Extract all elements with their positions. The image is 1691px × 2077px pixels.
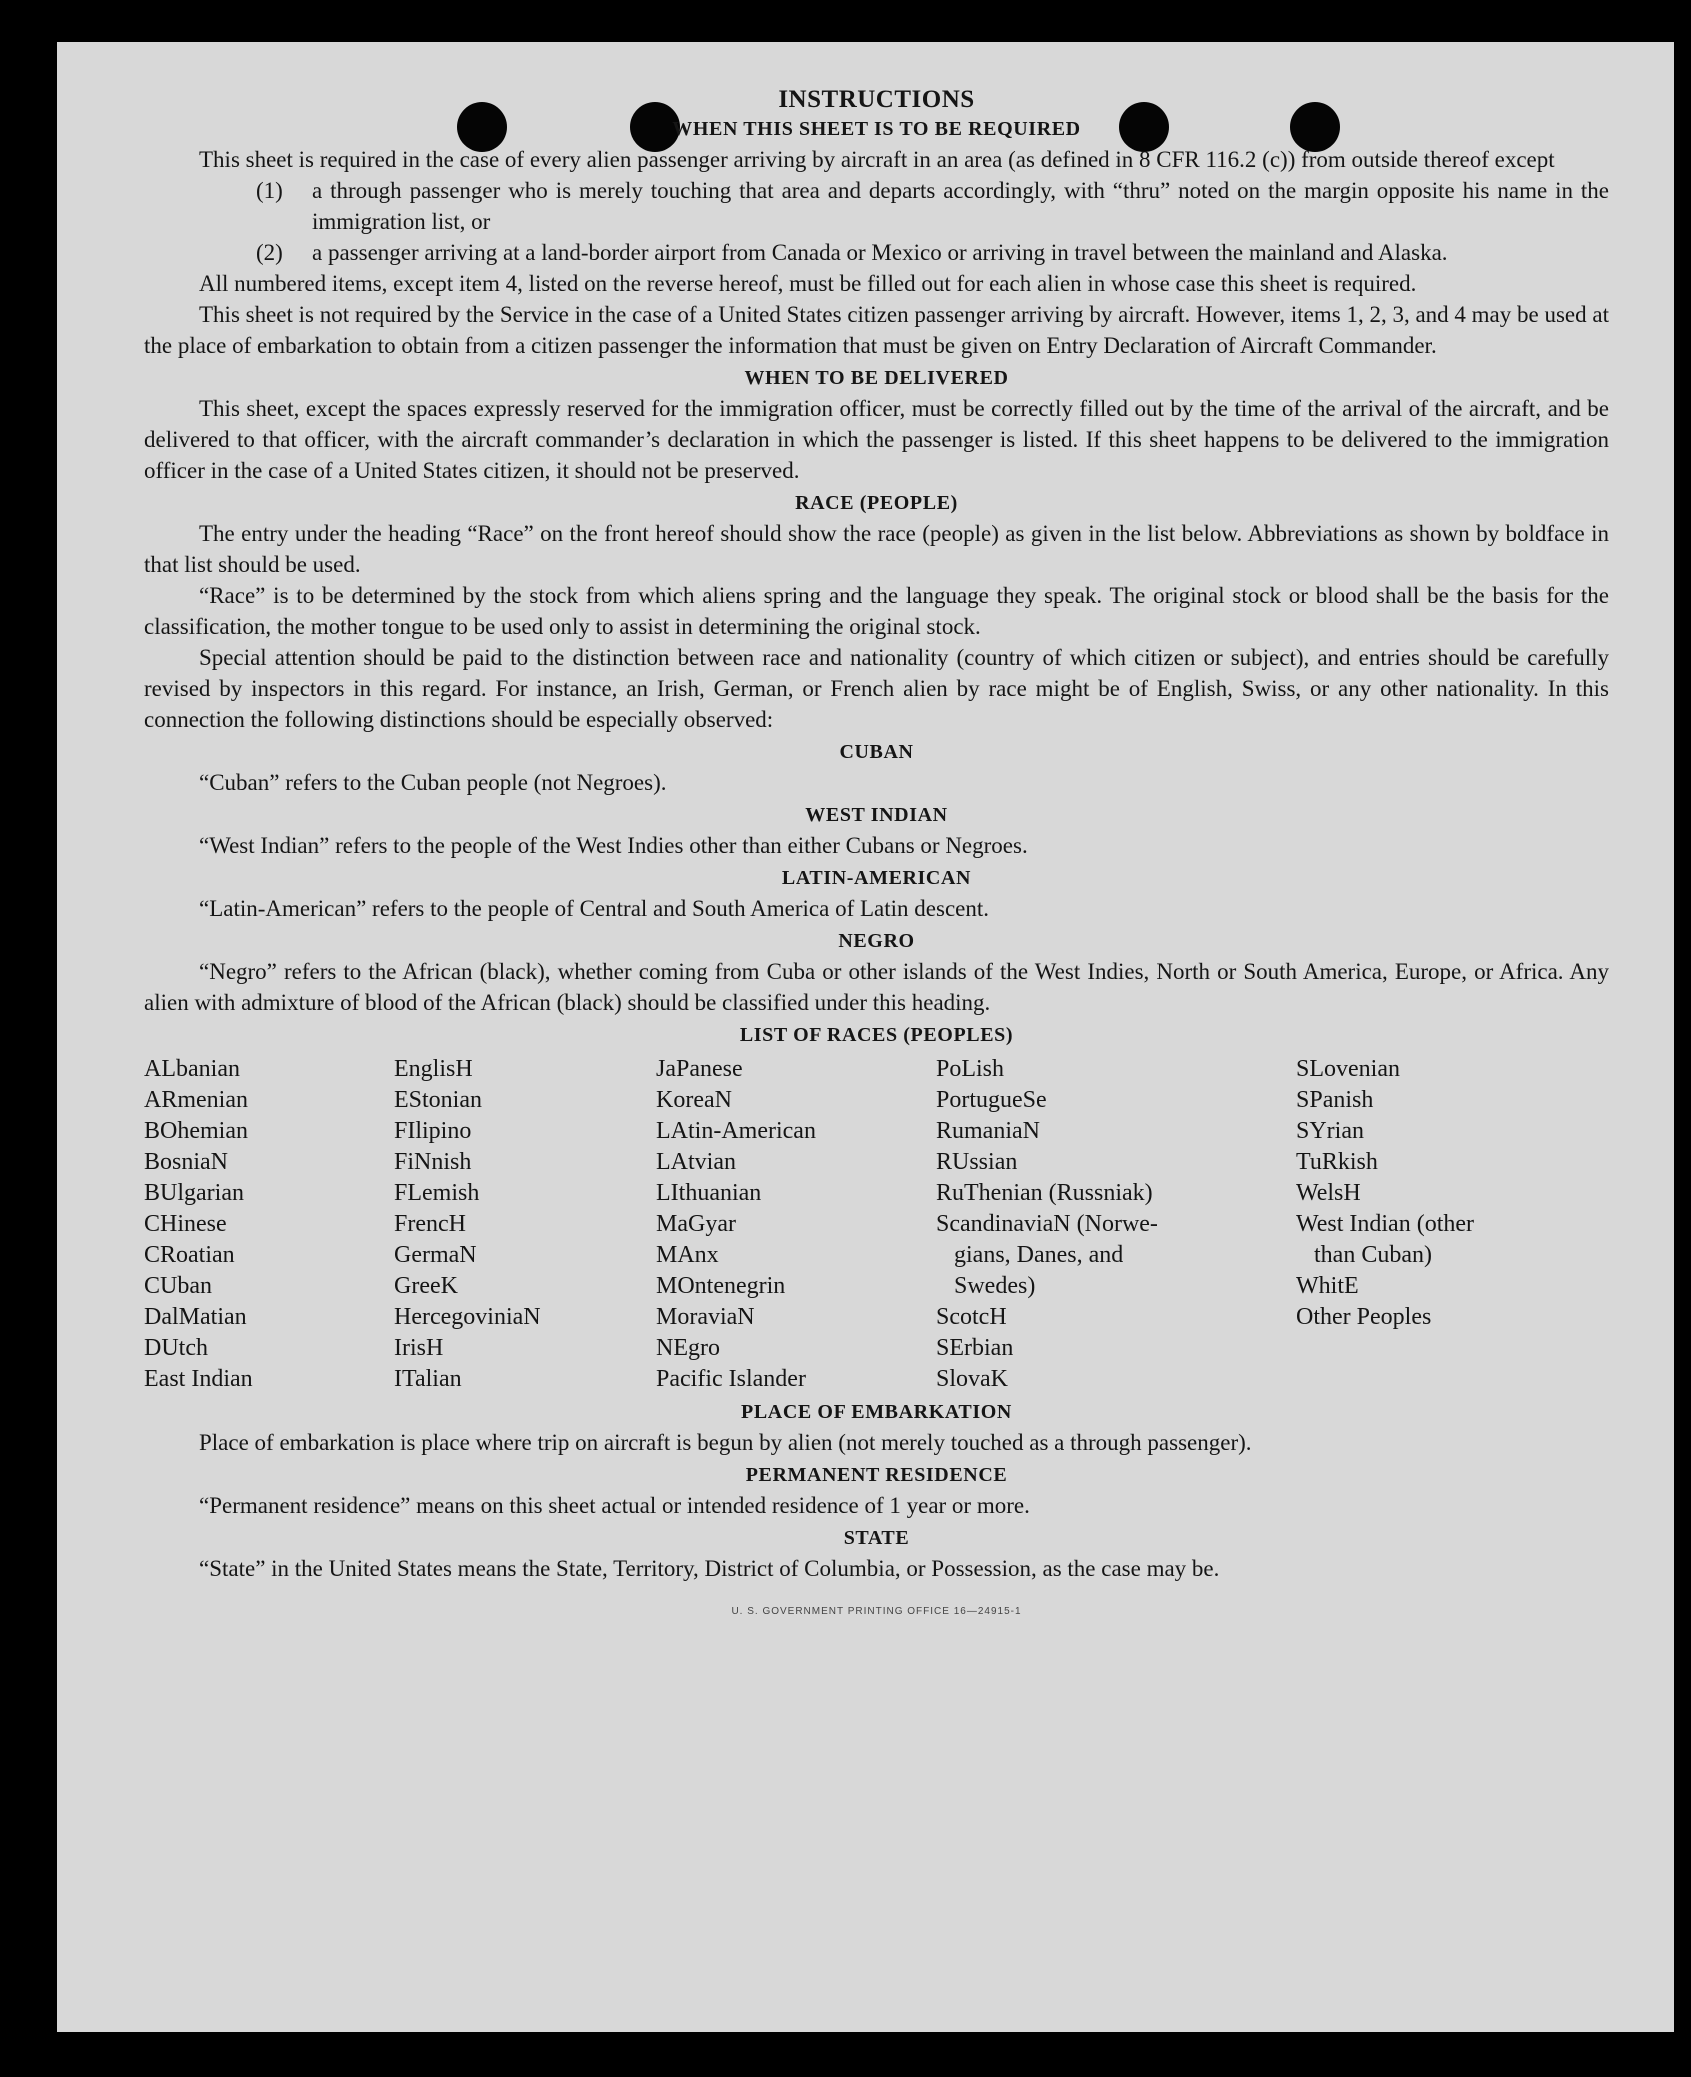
- paragraph: “Latin-American” refers to the people of Central and South America of Latin descent.: [199, 896, 989, 921]
- race-entry: NEgro: [656, 1335, 720, 1361]
- heading-negro: NEGRO: [838, 930, 915, 952]
- race-entry: FLemish: [394, 1180, 480, 1206]
- instructions-content: [144, 84, 1609, 1627]
- heading-latin-american: LATIN-AMERICAN: [781, 867, 972, 889]
- paragraph: “Permanent residence” means on this sheet actual or intended residence of 1 year or more.: [199, 1493, 1030, 1518]
- race-entry: EnglisH: [394, 1056, 473, 1082]
- paragraph: This sheet is not required by the Service in the case of a United States citizen passenger arriving by aircraft. However, items 1, 2, 3, and 4 may be used at the place of embarkation to obtain from a citizen passenger the information that must be given on Entry Declaration of Aircraft Commander.: [144, 302, 1609, 358]
- race-entry: MoraviaN: [656, 1304, 755, 1330]
- heading-permanent-residence: PERMANENT RESIDENCE: [745, 1464, 1008, 1486]
- heading-list-of-races: LIST OF RACES (PEOPLES): [739, 1024, 1014, 1046]
- race-column: [394, 1054, 656, 1395]
- race-entry: BUlgarian: [144, 1180, 244, 1206]
- race-entry: FrencH: [394, 1211, 466, 1237]
- race-entry: DalMatian: [144, 1304, 247, 1330]
- race-entry: TuRkish: [1296, 1149, 1378, 1175]
- paragraph: This sheet, except the spaces expressly reserved for the immigration officer, must be correctly filled out by the time of the arrival of the aircraft, and be delivered to that officer, with the aircraft commander’s declaration in which the passenger is listed. If this sheet happens to be delivered to the immigration officer in the case of a United States citizen, it should not be preserved.: [144, 396, 1609, 483]
- race-entry: West Indian (other: [1296, 1211, 1475, 1237]
- race-column: [1296, 1054, 1596, 1395]
- race-entry: KoreaN: [656, 1087, 732, 1113]
- race-entry: CUban: [144, 1273, 212, 1299]
- race-column: [656, 1054, 936, 1395]
- race-entry: WhitE: [1296, 1273, 1359, 1299]
- paragraph: Place of embarkation is place where trip on aircraft is begun by alien (not merely touched as a through passenger).: [199, 1430, 1252, 1455]
- paragraph: “Race” is to be determined by the stock from which aliens spring and the language they speak. The original stock or blood shall be the basis for the classification, the mother tongue to be used only to assist in determining the original stock.: [144, 583, 1609, 639]
- paragraph: This sheet is required in the case of every alien passenger arriving by aircraft in an area (as defined in 8 CFR 116.2 (c)) from outside thereof except: [199, 147, 1555, 172]
- document-sheet: [57, 42, 1674, 2032]
- race-entry: LIthuanian: [656, 1180, 762, 1206]
- race-entry: JaPanese: [656, 1056, 743, 1082]
- race-entry: MaGyar: [656, 1211, 736, 1237]
- race-entry: ScandinaviaN (Norwe-: [936, 1211, 1158, 1237]
- heading-state: STATE: [843, 1527, 910, 1549]
- race-entry: IrisH: [394, 1335, 444, 1361]
- race-column: [936, 1054, 1296, 1395]
- race-entry: RUssian: [936, 1149, 1018, 1175]
- race-entry: DUtch: [144, 1335, 208, 1361]
- race-entry: ARmenian: [144, 1087, 248, 1113]
- item-text: a through passenger who is merely touching that area and departs accordingly, with “thru” noted on the margin opposite his name in the immigration list, or: [312, 178, 1609, 234]
- heading-embarkation: PLACE OF EMBARKATION: [741, 1401, 1012, 1423]
- race-entry: gians, Danes, and: [936, 1242, 1124, 1268]
- race-entry: BosniaN: [144, 1149, 228, 1175]
- race-entry: Other Peoples: [1296, 1304, 1432, 1330]
- heading-when-delivered: WHEN TO BE DELIVERED: [744, 367, 1009, 389]
- race-entry: GreeK: [394, 1273, 458, 1299]
- paragraph: “State” in the United States means the State, Territory, District of Columbia, or Possession, as the case may be.: [199, 1556, 1220, 1581]
- page-title: INSTRUCTIONS: [778, 86, 975, 113]
- race-entry: FIlipino: [394, 1118, 472, 1144]
- race-entry: MOntenegrin: [656, 1273, 786, 1299]
- paragraph: Special attention should be paid to the distinction between race and nationality (country of which citizen or subject), and entries should be carefully revised by inspectors in this regard. For instance, an Irish, German, or French alien by race might be of English, Swiss, or any other nationality. In this connection the following distinctions should be especially observed:: [144, 645, 1609, 732]
- race-column: [144, 1054, 394, 1395]
- race-entry: than Cuban): [1296, 1242, 1432, 1268]
- item-number: (2): [256, 240, 283, 265]
- race-list: [144, 1054, 1609, 1395]
- item-number: (1): [256, 178, 283, 203]
- race-entry: SlovaK: [936, 1366, 1008, 1392]
- item-text: a passenger arriving at a land-border airport from Canada or Mexico or arriving in travel between the mainland and Alaska.: [312, 240, 1448, 265]
- race-entry: PortugueSe: [936, 1087, 1047, 1113]
- race-entry: East Indian: [144, 1366, 253, 1392]
- paragraph: “West Indian” refers to the people of the West Indies other than either Cubans or Negroes.: [199, 833, 1028, 858]
- printer-imprint: U. S. GOVERNMENT PRINTING OFFICE 16—24915-1: [731, 1606, 1022, 1617]
- race-entry: SYrian: [1296, 1118, 1364, 1144]
- race-entry: Pacific Islander: [656, 1366, 806, 1392]
- race-entry: CHinese: [144, 1211, 227, 1237]
- race-entry: BOhemian: [144, 1118, 248, 1144]
- race-entry: HercegoviniaN: [394, 1304, 541, 1330]
- race-entry: FiNnish: [394, 1149, 472, 1175]
- race-entry: CRoatian: [144, 1242, 235, 1268]
- paragraph: All numbered items, except item 4, listed on the reverse hereof, must be filled out for each alien in whose case this sheet is required.: [199, 271, 1417, 296]
- paragraph: The entry under the heading “Race” on the front hereof should show the race (people) as given in the list below. Abbreviations as shown by boldface in that list should be used.: [144, 521, 1609, 577]
- race-entry: ScotcH: [936, 1304, 1007, 1330]
- race-entry: LAtin-American: [656, 1118, 816, 1144]
- heading-cuban: CUBAN: [839, 741, 914, 763]
- paragraph: “Negro” refers to the African (black), whether coming from Cuba or other islands of the West Indies, North or South America, Europe, or Africa. Any alien with admixture of blood of the African (black) should be classified under this heading.: [144, 959, 1609, 1015]
- race-entry: LAtvian: [656, 1149, 736, 1175]
- heading-race: RACE (PEOPLE): [795, 492, 958, 514]
- race-entry: SErbian: [936, 1335, 1014, 1361]
- race-entry: EStonian: [394, 1087, 482, 1113]
- race-entry: SPanish: [1296, 1087, 1374, 1113]
- list-item: [256, 237, 1609, 268]
- race-entry: Swedes): [936, 1273, 1036, 1299]
- race-entry: GermaN: [394, 1242, 477, 1268]
- race-entry: RumaniaN: [936, 1118, 1040, 1144]
- heading-west-indian: WEST INDIAN: [805, 804, 948, 826]
- race-entry: RuThenian (Russniak): [936, 1180, 1153, 1206]
- race-entry: WelsH: [1296, 1180, 1361, 1206]
- paragraph: “Cuban” refers to the Cuban people (not Negroes).: [199, 770, 667, 795]
- race-entry: PoLish: [936, 1056, 1005, 1082]
- list-item: [256, 175, 1609, 237]
- race-entry: MAnx: [656, 1242, 719, 1268]
- heading-when-required: WHEN THIS SHEET IS TO BE REQUIRED: [672, 118, 1081, 140]
- race-entry: ITalian: [394, 1366, 462, 1392]
- race-entry: SLovenian: [1296, 1056, 1400, 1082]
- race-entry: ALbanian: [144, 1056, 240, 1082]
